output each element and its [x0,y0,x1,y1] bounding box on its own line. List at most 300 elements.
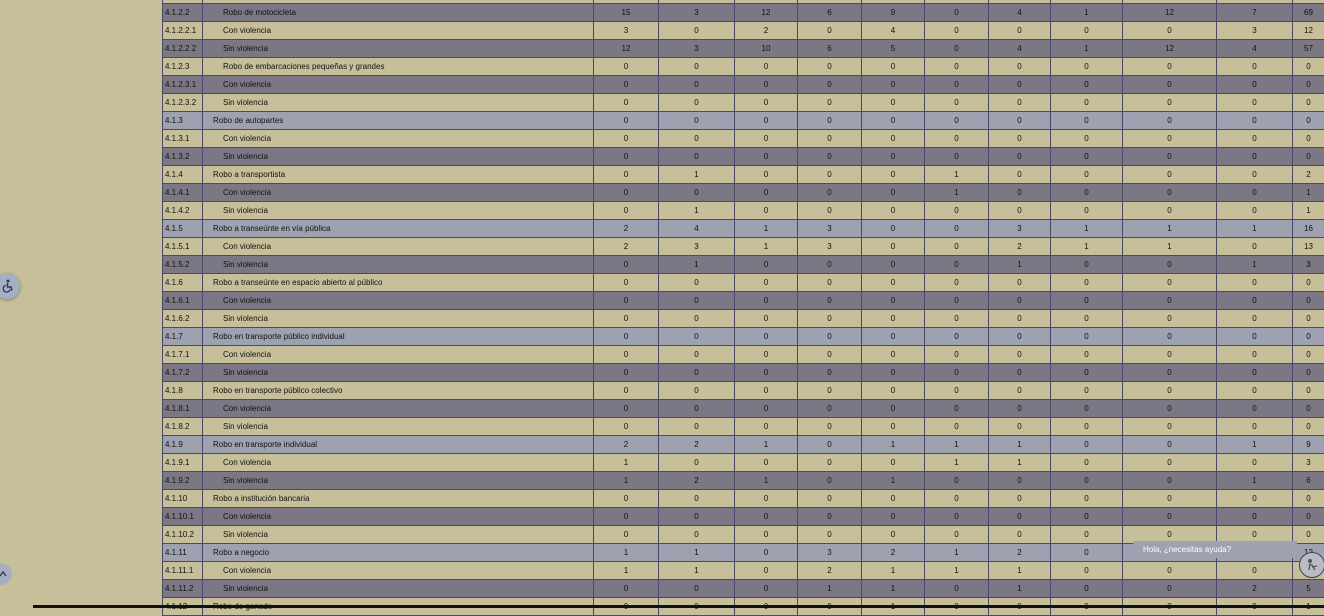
row-total-cell: 3 [1293,256,1324,274]
value-cell: 0 [1217,58,1293,76]
value-cell: 4 [1217,40,1293,58]
table-row [163,472,1324,490]
row-code: 4.1.6.1 [163,292,203,310]
value-cell: 3 [989,220,1051,238]
value-cell: 1 [1051,238,1123,256]
row-label: Con violencia [203,22,594,40]
row-label: Sin violencia [203,94,594,112]
assistant-avatar-icon [1304,557,1320,573]
row-code: 4.1.2.3 [163,58,203,76]
value-cell: 0 [925,580,989,598]
value-cell: 0 [659,328,735,346]
row-label: Robo de autopartes [203,112,594,130]
row-code: 4.1.9.1 [163,454,203,472]
value-cell: 0 [989,364,1051,382]
value-cell: 0 [735,562,798,580]
value-cell: 0 [798,166,862,184]
value-cell: 0 [862,292,925,310]
value-cell: 0 [1123,364,1217,382]
row-total-cell: 5 [1293,580,1324,598]
value-cell: 0 [1123,490,1217,508]
value-cell: 0 [594,202,659,220]
table-row [163,184,1324,202]
value-cell: 0 [798,184,862,202]
value-cell: 0 [1123,22,1217,40]
value-cell: 0 [735,130,798,148]
row-label: Robo en transporte público individual [203,328,594,346]
row-label: Con violencia [203,76,594,94]
value-cell: 0 [1217,526,1293,544]
value-cell: 12 [1123,40,1217,58]
row-label: Robo a transeúnte en vía pública [203,220,594,238]
value-cell: 1 [594,562,659,580]
value-cell: 0 [594,328,659,346]
value-cell: 0 [659,508,735,526]
value-cell: 0 [925,472,989,490]
value-cell: 2 [735,22,798,40]
row-code: 4.1.8.2 [163,418,203,436]
value-cell: 0 [1217,94,1293,112]
value-cell: 0 [1217,112,1293,130]
row-code: 4.1.11 [163,544,203,562]
row-code: 4.1.7 [163,328,203,346]
value-cell: 0 [925,256,989,274]
value-cell: 0 [798,472,862,490]
row-total-cell: 0 [1293,400,1324,418]
value-cell: 0 [1217,76,1293,94]
value-cell: 7 [1217,4,1293,22]
value-cell: 0 [1123,310,1217,328]
value-cell: 0 [1051,400,1123,418]
value-cell: 1 [989,580,1051,598]
table-row [163,400,1324,418]
value-cell: 0 [1123,274,1217,292]
value-cell: 0 [925,364,989,382]
value-cell: 2 [659,436,735,454]
value-cell: 0 [1217,166,1293,184]
value-cell: 1 [1123,220,1217,238]
row-total-cell: 0 [1293,292,1324,310]
row-label: Sin violencia [203,256,594,274]
value-cell: 0 [1123,346,1217,364]
row-total-cell: 9 [1293,436,1324,454]
value-cell: 6 [798,4,862,22]
row-label: Robo a institución bancaria [203,490,594,508]
row-code: 4.1.5.1 [163,238,203,256]
value-cell: 0 [798,526,862,544]
row-code: 4.1.7.2 [163,364,203,382]
value-cell: 0 [1123,292,1217,310]
value-cell: 0 [659,22,735,40]
value-cell: 0 [1051,256,1123,274]
value-cell: 0 [594,418,659,436]
value-cell: 3 [594,22,659,40]
value-cell: 0 [594,130,659,148]
value-cell: 0 [1051,328,1123,346]
value-cell: 0 [1051,130,1123,148]
value-cell: 0 [925,220,989,238]
value-cell: 0 [1051,436,1123,454]
value-cell: 2 [594,220,659,238]
value-cell: 0 [1123,184,1217,202]
value-cell: 0 [798,346,862,364]
value-cell: 4 [989,4,1051,22]
value-cell: 0 [1217,364,1293,382]
value-cell: 0 [594,580,659,598]
value-cell: 1 [1123,238,1217,256]
value-cell: 0 [594,112,659,130]
row-code: 4.1.11.2 [163,580,203,598]
value-cell: 0 [798,454,862,472]
row-code: 4.1.4.1 [163,184,203,202]
table-row [163,130,1324,148]
value-cell: 0 [925,202,989,220]
value-cell: 0 [659,382,735,400]
value-cell: 0 [735,382,798,400]
table-row [163,148,1324,166]
value-cell: 0 [798,58,862,76]
value-cell: 1 [1217,256,1293,274]
value-cell: 0 [989,418,1051,436]
value-cell: 0 [735,544,798,562]
value-cell: 0 [862,166,925,184]
row-code: 4.1.6.2 [163,310,203,328]
row-label: Sin violencia [203,364,594,382]
value-cell: 0 [1051,310,1123,328]
chat-help-bubble[interactable]: Hola, ¿necesitas ayuda? [1133,541,1297,558]
table-row [163,310,1324,328]
value-cell: 0 [1123,94,1217,112]
value-cell: 0 [798,418,862,436]
value-cell: 0 [594,526,659,544]
value-cell: 0 [594,364,659,382]
value-cell: 0 [925,310,989,328]
value-cell: 0 [798,382,862,400]
table-row [163,454,1324,472]
value-cell: 0 [735,94,798,112]
value-cell: 0 [862,508,925,526]
row-label: Robo a transeúnte en espacio abierto al público [203,274,594,292]
value-cell: 1 [862,472,925,490]
row-total-cell: 0 [1293,418,1324,436]
value-cell: 0 [735,418,798,436]
value-cell: 3 [798,544,862,562]
value-cell: 0 [1217,310,1293,328]
row-code: 4.1.7.1 [163,346,203,364]
value-cell: 0 [1217,274,1293,292]
table-row [163,382,1324,400]
value-cell: 1 [798,580,862,598]
value-cell: 0 [1217,382,1293,400]
row-code: 4.1.2.2 [163,4,203,22]
value-cell: 1 [594,544,659,562]
value-cell: 0 [862,130,925,148]
row-code: 4.1.10 [163,490,203,508]
value-cell: 0 [862,58,925,76]
row-code: 4.1.5.2 [163,256,203,274]
row-label: Sin violencia [203,310,594,328]
value-cell: 0 [1123,256,1217,274]
value-cell: 1 [659,202,735,220]
value-cell: 0 [1051,22,1123,40]
row-code: 4.1.4.2 [163,202,203,220]
row-label: Con violencia [203,562,594,580]
value-cell: 0 [925,112,989,130]
value-cell: 0 [1123,76,1217,94]
row-label: Robo de embarcaciones pequeñas y grandes [203,58,594,76]
value-cell: 0 [989,490,1051,508]
value-cell: 0 [735,184,798,202]
row-total-cell: 0 [1293,526,1324,544]
value-cell: 0 [925,508,989,526]
row-code: 4.1.11.1 [163,562,203,580]
value-cell: 10 [735,40,798,58]
value-cell: 0 [1051,166,1123,184]
value-cell: 0 [594,274,659,292]
row-label: Sin violencia [203,472,594,490]
value-cell: 0 [594,490,659,508]
value-cell: 0 [1217,508,1293,526]
value-cell: 0 [735,112,798,130]
value-cell: 4 [659,220,735,238]
value-cell: 0 [1123,454,1217,472]
table-row [163,490,1324,508]
value-cell: 4 [989,40,1051,58]
value-cell: 0 [862,400,925,418]
value-cell: 0 [1123,400,1217,418]
value-cell: 0 [862,76,925,94]
value-cell: 1 [925,544,989,562]
value-cell: 0 [862,148,925,166]
row-total-cell: 16 [1293,220,1324,238]
value-cell: 0 [1051,508,1123,526]
value-cell: 0 [862,454,925,472]
value-cell: 0 [594,256,659,274]
row-total-cell: 0 [1293,328,1324,346]
table-row [163,220,1324,238]
table-row [163,22,1324,40]
value-cell: 0 [735,310,798,328]
value-cell: 0 [862,418,925,436]
value-cell: 0 [925,4,989,22]
row-label: Con violencia [203,508,594,526]
value-cell: 0 [798,364,862,382]
row-label: Sin violencia [203,40,594,58]
value-cell: 0 [735,274,798,292]
row-total-cell: 0 [1293,58,1324,76]
value-cell: 0 [1217,490,1293,508]
value-cell: 2 [989,544,1051,562]
statistics-table [162,0,1324,616]
value-cell: 0 [659,184,735,202]
value-cell: 3 [659,4,735,22]
value-cell: 9 [862,4,925,22]
value-cell: 0 [989,400,1051,418]
row-label: Robo en transporte individual [203,436,594,454]
value-cell: 0 [798,256,862,274]
value-cell: 0 [862,202,925,220]
value-cell: 0 [925,382,989,400]
table-row [163,40,1324,58]
value-cell: 0 [862,382,925,400]
value-cell: 0 [862,526,925,544]
value-cell: 0 [862,490,925,508]
table-row [163,364,1324,382]
value-cell: 0 [989,76,1051,94]
value-cell: 2 [989,238,1051,256]
value-cell: 0 [659,580,735,598]
value-cell: 2 [594,436,659,454]
table-row [163,292,1324,310]
value-cell: 0 [1217,454,1293,472]
value-cell: 0 [594,508,659,526]
value-cell: 0 [1051,580,1123,598]
value-cell: 0 [925,148,989,166]
value-cell: 0 [798,310,862,328]
row-total-cell: 0 [1293,94,1324,112]
value-cell: 0 [735,526,798,544]
value-cell: 4 [862,22,925,40]
table-row [163,580,1324,598]
row-code: 4.1.2.3.1 [163,76,203,94]
value-cell: 0 [1217,346,1293,364]
row-code: 4.1.3.1 [163,130,203,148]
value-cell: 0 [735,490,798,508]
value-cell: 1 [989,256,1051,274]
statistics-table-container[interactable] [162,0,1324,616]
value-cell: 0 [1051,382,1123,400]
value-cell: 0 [735,58,798,76]
value-cell: 0 [659,346,735,364]
value-cell: 0 [925,274,989,292]
value-cell: 0 [862,220,925,238]
value-cell: 1 [989,562,1051,580]
value-cell: 0 [925,22,989,40]
value-cell: 0 [735,76,798,94]
value-cell: 0 [989,274,1051,292]
value-cell: 0 [735,166,798,184]
value-cell: 0 [735,580,798,598]
value-cell: 1 [925,562,989,580]
value-cell: 0 [925,346,989,364]
value-cell: 1 [659,256,735,274]
value-cell: 0 [659,148,735,166]
value-cell: 1 [594,454,659,472]
value-cell: 2 [862,544,925,562]
value-cell: 1 [594,472,659,490]
row-label: Con violencia [203,454,594,472]
value-cell: 0 [798,94,862,112]
value-cell: 1 [925,184,989,202]
value-cell: 1 [735,238,798,256]
value-cell: 0 [1123,562,1217,580]
value-cell: 0 [659,292,735,310]
value-cell: 1 [1217,220,1293,238]
value-cell: 0 [989,292,1051,310]
value-cell: 0 [1123,418,1217,436]
value-cell: 2 [659,472,735,490]
value-cell: 0 [1217,130,1293,148]
row-total-cell: 3 [1293,454,1324,472]
value-cell: 3 [1217,22,1293,40]
value-cell: 0 [862,256,925,274]
value-cell: 0 [798,112,862,130]
value-cell: 1 [735,436,798,454]
value-cell: 0 [594,184,659,202]
row-label: Con violencia [203,346,594,364]
row-total-cell: 13 [1293,238,1324,256]
row-code: 4.1.3 [163,112,203,130]
chat-assistant-button[interactable] [1299,552,1324,578]
value-cell: 0 [1123,436,1217,454]
value-cell: 0 [1051,346,1123,364]
value-cell: 12 [735,4,798,22]
value-cell: 0 [1123,130,1217,148]
value-cell: 1 [989,454,1051,472]
value-cell: 0 [798,292,862,310]
value-cell: 1 [659,166,735,184]
value-cell: 3 [659,40,735,58]
value-cell: 1 [659,562,735,580]
row-total-cell: 0 [1293,310,1324,328]
value-cell: 1 [1217,472,1293,490]
value-cell: 0 [735,292,798,310]
value-cell: 0 [1217,328,1293,346]
value-cell: 0 [925,490,989,508]
value-cell: 0 [1051,94,1123,112]
value-cell: 0 [1123,148,1217,166]
table-row [163,202,1324,220]
value-cell: 1 [735,472,798,490]
value-cell: 0 [925,58,989,76]
value-cell: 0 [989,508,1051,526]
value-cell: 0 [659,130,735,148]
value-cell: 1 [1217,436,1293,454]
value-cell: 0 [659,490,735,508]
value-cell: 0 [989,94,1051,112]
value-cell: 0 [798,508,862,526]
value-cell: 0 [1051,490,1123,508]
row-label: Robo a transportista [203,166,594,184]
value-cell: 0 [989,130,1051,148]
table-row [163,436,1324,454]
value-cell: 0 [798,148,862,166]
row-total-cell: 69 [1293,4,1324,22]
value-cell: 0 [1123,166,1217,184]
value-cell: 0 [862,94,925,112]
value-cell: 0 [989,148,1051,166]
row-code: 4.1.9 [163,436,203,454]
value-cell: 0 [989,184,1051,202]
value-cell: 0 [594,400,659,418]
value-cell: 0 [1123,472,1217,490]
table-row [163,508,1324,526]
value-cell: 0 [989,382,1051,400]
value-cell: 0 [1123,202,1217,220]
value-cell: 3 [659,238,735,256]
row-code: 4.1.6 [163,274,203,292]
row-total-cell: 0 [1293,364,1324,382]
value-cell: 0 [798,274,862,292]
row-code: 4.1.10.2 [163,526,203,544]
row-total-cell: 0 [1293,76,1324,94]
value-cell: 0 [659,364,735,382]
value-cell: 0 [594,292,659,310]
value-cell: 0 [862,346,925,364]
value-cell: 0 [594,148,659,166]
row-code: 4.1.5 [163,220,203,238]
value-cell: 0 [925,400,989,418]
